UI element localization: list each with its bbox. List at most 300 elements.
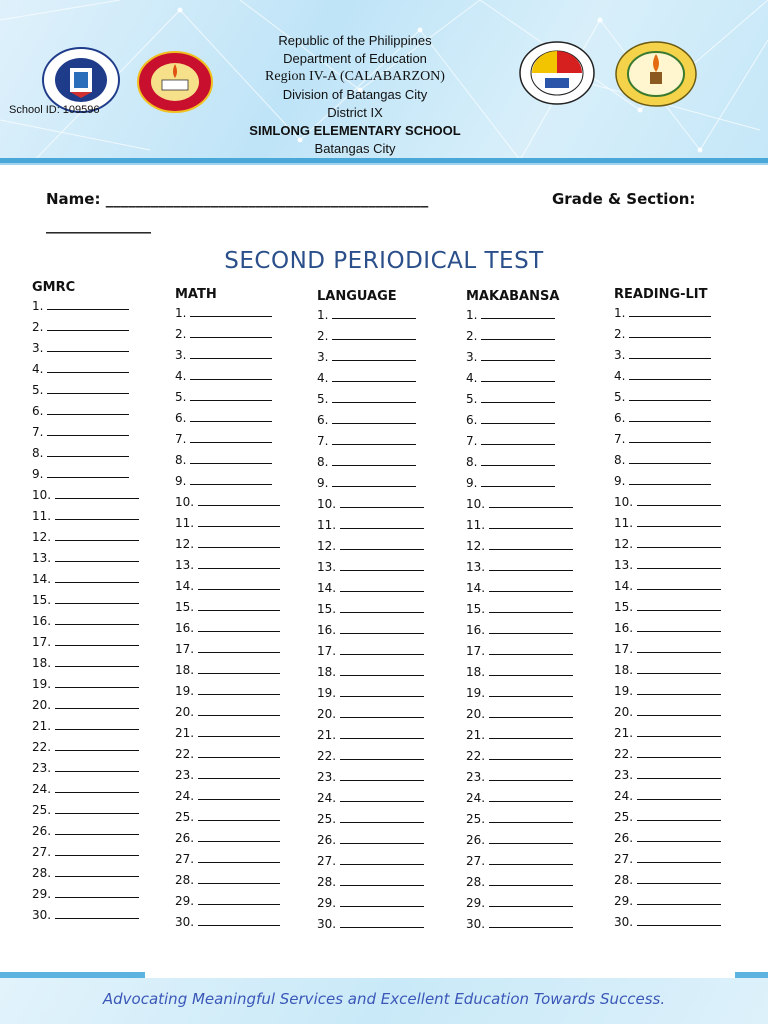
item-number: 4.: [317, 371, 329, 385]
item-number: 6.: [317, 413, 329, 427]
answer-blank[interactable]: [637, 911, 721, 926]
answer-item: [466, 766, 573, 787]
answer-item: [466, 346, 573, 367]
item-number: 30.: [317, 917, 337, 931]
item-number: 16.: [466, 623, 486, 637]
item-number: 1.: [466, 308, 478, 322]
answer-blank[interactable]: [198, 911, 280, 926]
answer-blank[interactable]: [332, 409, 416, 424]
answer-blank[interactable]: [340, 619, 424, 634]
answer-item: [466, 388, 573, 409]
item-number: 2.: [466, 329, 478, 343]
item-number: 5.: [317, 392, 329, 406]
answer-blank[interactable]: [332, 304, 416, 319]
answer-item: [466, 682, 573, 703]
answer-blank[interactable]: [637, 512, 721, 527]
item-number: 20.: [175, 705, 195, 719]
answer-blank[interactable]: [55, 757, 139, 772]
answer-blank[interactable]: [340, 514, 424, 529]
answer-item: [466, 787, 573, 808]
answer-blank[interactable]: [489, 682, 573, 697]
city-line: Batangas City: [314, 141, 396, 156]
item-number: 15.: [466, 602, 486, 616]
answer-blank[interactable]: [340, 535, 424, 550]
answer-blank[interactable]: [481, 325, 555, 340]
answer-blank[interactable]: [637, 533, 721, 548]
answer-blank[interactable]: [55, 820, 139, 835]
answer-blank[interactable]: [55, 631, 139, 646]
answer-blank[interactable]: [629, 302, 711, 317]
answer-blank[interactable]: [198, 554, 280, 569]
item-number: 25.: [317, 812, 337, 826]
item-number: 7.: [466, 434, 478, 448]
answer-blank[interactable]: [340, 682, 424, 697]
answer-blank[interactable]: [340, 493, 424, 508]
answer-item: [175, 512, 280, 533]
item-number: 13.: [466, 560, 486, 574]
answer-blank[interactable]: [489, 892, 573, 907]
answer-list: [466, 304, 573, 934]
answer-item: [32, 316, 139, 337]
answer-blank[interactable]: [190, 428, 272, 443]
answer-blank[interactable]: [481, 304, 555, 319]
answer-item: [175, 470, 280, 491]
answer-blank[interactable]: [340, 913, 424, 928]
answer-blank[interactable]: [55, 799, 139, 814]
school-name: SIMLONG ELEMENTARY SCHOOL: [249, 123, 461, 138]
answer-blank[interactable]: [55, 484, 139, 499]
answer-blank[interactable]: [198, 722, 280, 737]
answer-blank[interactable]: [637, 890, 721, 905]
item-number: 25.: [614, 810, 634, 824]
answer-item: [32, 694, 139, 715]
answer-item: [32, 778, 139, 799]
item-number: 14.: [317, 581, 337, 595]
answer-blank[interactable]: [481, 409, 555, 424]
item-number: 9.: [317, 476, 329, 490]
item-number: 12.: [466, 539, 486, 553]
answer-blank[interactable]: [340, 787, 424, 802]
item-number: 16.: [32, 614, 52, 628]
answer-blank[interactable]: [47, 316, 129, 331]
answer-item: [32, 421, 139, 442]
answer-item: [466, 808, 573, 829]
item-number: 10.: [614, 495, 634, 509]
item-number: 16.: [317, 623, 337, 637]
answer-item: [32, 400, 139, 421]
answer-blank[interactable]: [190, 449, 272, 464]
answer-blank[interactable]: [481, 472, 555, 487]
answer-item: [466, 535, 573, 556]
item-number: 15.: [32, 593, 52, 607]
item-number: 27.: [614, 852, 634, 866]
answer-blank[interactable]: [637, 848, 721, 863]
answer-blank[interactable]: [198, 806, 280, 821]
answer-blank[interactable]: [637, 785, 721, 800]
answer-blank[interactable]: [481, 346, 555, 361]
answer-item: [175, 806, 280, 827]
answer-blank[interactable]: [55, 568, 139, 583]
subject-heading: LANGUAGE: [317, 289, 397, 304]
answer-item: [32, 484, 139, 505]
item-number: 7.: [32, 425, 44, 439]
answer-item: [466, 892, 573, 913]
answer-item: [317, 472, 424, 493]
answer-blank[interactable]: [340, 892, 424, 907]
item-number: 20.: [317, 707, 337, 721]
answer-blank[interactable]: [340, 556, 424, 571]
answer-blank[interactable]: [489, 598, 573, 613]
answer-blank[interactable]: [47, 463, 129, 478]
answer-blank[interactable]: [489, 493, 573, 508]
answer-blank[interactable]: [198, 596, 280, 611]
answer-item: [175, 554, 280, 575]
answer-blank[interactable]: [340, 808, 424, 823]
answer-item: [175, 638, 280, 659]
answer-item: [614, 911, 721, 932]
answer-blank[interactable]: [190, 344, 272, 359]
answer-item: [32, 295, 139, 316]
answer-blank[interactable]: [47, 379, 129, 394]
answer-blank[interactable]: [340, 766, 424, 781]
answer-blank[interactable]: [198, 512, 280, 527]
answer-blank[interactable]: [55, 736, 139, 751]
subject-heading: GMRC: [32, 280, 76, 295]
answer-item: [32, 736, 139, 757]
item-number: 28.: [175, 873, 195, 887]
answer-blank[interactable]: [489, 640, 573, 655]
answer-blank[interactable]: [340, 703, 424, 718]
item-number: 5.: [466, 392, 478, 406]
answer-item: [175, 365, 280, 386]
answer-blank[interactable]: [198, 827, 280, 842]
answer-blank[interactable]: [489, 913, 573, 928]
answer-item: [614, 386, 721, 407]
answer-item: [32, 820, 139, 841]
item-number: 17.: [614, 642, 634, 656]
answer-blank[interactable]: [637, 617, 721, 632]
region-line: Region IV-A (CALABARZON): [265, 69, 445, 84]
answer-blank[interactable]: [489, 661, 573, 676]
subject-column-language: [317, 289, 424, 934]
answer-blank[interactable]: [190, 302, 272, 317]
answer-blank[interactable]: [489, 808, 573, 823]
subject-column-math: [175, 287, 280, 932]
answer-blank[interactable]: [637, 596, 721, 611]
answer-blank[interactable]: [340, 661, 424, 676]
answer-item: [614, 344, 721, 365]
answer-list: [175, 302, 280, 932]
answer-item: [32, 442, 139, 463]
answer-blank[interactable]: [55, 841, 139, 856]
answer-blank[interactable]: [481, 388, 555, 403]
answer-blank[interactable]: [198, 659, 280, 674]
answer-item: [317, 871, 424, 892]
answer-item: [175, 680, 280, 701]
answer-item: [466, 304, 573, 325]
item-number: 28.: [317, 875, 337, 889]
answer-blank[interactable]: [55, 652, 139, 667]
answer-item: [317, 346, 424, 367]
answer-blank[interactable]: [637, 743, 721, 758]
answer-item: [32, 757, 139, 778]
answer-blank[interactable]: [198, 890, 280, 905]
answer-blank[interactable]: [489, 514, 573, 529]
answer-item: [317, 850, 424, 871]
answer-item: [317, 682, 424, 703]
item-number: 24.: [466, 791, 486, 805]
answer-blank[interactable]: [489, 787, 573, 802]
item-number: 11.: [466, 518, 486, 532]
answer-blank[interactable]: [340, 871, 424, 886]
answer-blank[interactable]: [55, 547, 139, 562]
item-number: 9.: [175, 474, 187, 488]
item-number: 22.: [32, 740, 52, 754]
item-number: 26.: [466, 833, 486, 847]
answer-blank[interactable]: [340, 598, 424, 613]
item-number: 3.: [32, 341, 44, 355]
answer-blank[interactable]: [55, 589, 139, 604]
answer-blank[interactable]: [489, 871, 573, 886]
answer-blank[interactable]: [332, 430, 416, 445]
answer-blank[interactable]: [55, 694, 139, 709]
item-number: 20.: [614, 705, 634, 719]
item-number: 7.: [614, 432, 626, 446]
answer-blank[interactable]: [55, 904, 139, 919]
answer-blank[interactable]: [489, 850, 573, 865]
answer-item: [32, 715, 139, 736]
item-number: 17.: [466, 644, 486, 658]
answer-blank[interactable]: [198, 701, 280, 716]
answer-blank[interactable]: [637, 764, 721, 779]
item-number: 18.: [32, 656, 52, 670]
item-number: 4.: [466, 371, 478, 385]
answer-blank[interactable]: [489, 535, 573, 550]
answer-item: [32, 568, 139, 589]
answer-blank[interactable]: [637, 491, 721, 506]
answer-item: [175, 617, 280, 638]
answer-blank[interactable]: [629, 323, 711, 338]
answer-blank[interactable]: [481, 451, 555, 466]
answer-item: [466, 724, 573, 745]
item-number: 9.: [466, 476, 478, 490]
answer-blank[interactable]: [198, 743, 280, 758]
answer-blank[interactable]: [481, 367, 555, 382]
school-seal-logo: [614, 40, 698, 108]
answer-blank[interactable]: [190, 386, 272, 401]
item-number: 1.: [32, 299, 44, 313]
answer-blank[interactable]: [198, 533, 280, 548]
answer-blank[interactable]: [629, 428, 711, 443]
answer-blank[interactable]: [198, 848, 280, 863]
subject-column-reading-lit: [614, 287, 721, 932]
item-number: 6.: [32, 404, 44, 418]
item-number: 24.: [32, 782, 52, 796]
answer-blank[interactable]: [55, 505, 139, 520]
answer-blank[interactable]: [47, 337, 129, 352]
answer-item: [466, 556, 573, 577]
item-number: 23.: [32, 761, 52, 775]
answer-blank[interactable]: [190, 365, 272, 380]
answer-blank[interactable]: [637, 638, 721, 653]
answer-blank[interactable]: [47, 295, 129, 310]
item-number: 13.: [175, 558, 195, 572]
item-number: 1.: [175, 306, 187, 320]
item-number: 15.: [175, 600, 195, 614]
item-number: 23.: [175, 768, 195, 782]
answer-blank[interactable]: [47, 400, 129, 415]
answer-blank[interactable]: [47, 358, 129, 373]
answer-blank[interactable]: [332, 367, 416, 382]
answer-item: [317, 304, 424, 325]
item-number: 8.: [32, 446, 44, 460]
answer-item: [32, 526, 139, 547]
answer-blank[interactable]: [637, 575, 721, 590]
answer-item: [317, 892, 424, 913]
answer-blank[interactable]: [629, 386, 711, 401]
answer-blank[interactable]: [55, 526, 139, 541]
answer-blank[interactable]: [637, 554, 721, 569]
item-number: 2.: [614, 327, 626, 341]
answer-item: [175, 701, 280, 722]
answer-blank[interactable]: [55, 778, 139, 793]
answer-blank[interactable]: [637, 827, 721, 842]
answer-blank[interactable]: [637, 701, 721, 716]
answer-item: [614, 764, 721, 785]
item-number: 13.: [317, 560, 337, 574]
answer-item: [614, 659, 721, 680]
answer-blank[interactable]: [198, 680, 280, 695]
item-number: 19.: [614, 684, 634, 698]
answer-blank[interactable]: [489, 745, 573, 760]
answer-blank[interactable]: [637, 722, 721, 737]
answer-blank[interactable]: [332, 451, 416, 466]
item-number: 15.: [317, 602, 337, 616]
division-line: Division of Batangas City: [282, 87, 428, 102]
answer-blank[interactable]: [190, 407, 272, 422]
answer-item: [317, 451, 424, 472]
answer-blank[interactable]: [198, 638, 280, 653]
answer-blank[interactable]: [489, 829, 573, 844]
answer-blank[interactable]: [55, 715, 139, 730]
answer-blank[interactable]: [489, 724, 573, 739]
item-number: 8.: [466, 455, 478, 469]
answer-blank[interactable]: [55, 862, 139, 877]
answer-blank[interactable]: [489, 619, 573, 634]
answer-blank[interactable]: [481, 430, 555, 445]
answer-blank[interactable]: [332, 388, 416, 403]
answer-blank[interactable]: [629, 470, 711, 485]
answer-item: [614, 302, 721, 323]
answer-blank[interactable]: [340, 724, 424, 739]
item-number: 29.: [32, 887, 52, 901]
item-number: 3.: [614, 348, 626, 362]
answer-item: [614, 617, 721, 638]
grade-section-label: Grade & Section:: [552, 190, 696, 208]
answer-blank[interactable]: [332, 346, 416, 361]
item-number: 5.: [175, 390, 187, 404]
answer-list: [32, 295, 139, 925]
answer-blank[interactable]: [332, 325, 416, 340]
answer-item: [175, 722, 280, 743]
answer-item: [614, 365, 721, 386]
answer-blank[interactable]: [47, 442, 129, 457]
grade-section-blank[interactable]: ______________: [46, 216, 151, 234]
item-number: 27.: [175, 852, 195, 866]
answer-blank[interactable]: [47, 421, 129, 436]
answer-blank[interactable]: [629, 344, 711, 359]
answer-blank[interactable]: [340, 577, 424, 592]
answer-blank[interactable]: [198, 491, 280, 506]
answer-blank[interactable]: [637, 869, 721, 884]
answer-blank[interactable]: [198, 869, 280, 884]
answer-blank[interactable]: [340, 829, 424, 844]
answer-blank[interactable]: [55, 673, 139, 688]
answer-blank[interactable]: [340, 745, 424, 760]
answer-blank[interactable]: [190, 470, 272, 485]
item-number: 4.: [175, 369, 187, 383]
answer-item: [466, 829, 573, 850]
letterhead: [0, 0, 768, 165]
answer-item: [466, 640, 573, 661]
answer-blank[interactable]: [332, 472, 416, 487]
answer-blank[interactable]: [340, 850, 424, 865]
answer-blank[interactable]: [637, 806, 721, 821]
answer-item: [614, 722, 721, 743]
answer-item: [614, 575, 721, 596]
answer-blank[interactable]: [55, 610, 139, 625]
item-number: 10.: [175, 495, 195, 509]
answer-blank[interactable]: [198, 785, 280, 800]
subject-column-gmrc: [32, 280, 139, 925]
item-number: 14.: [175, 579, 195, 593]
name-field-label[interactable]: Name: ___________________________________________: [46, 190, 429, 208]
answer-item: [466, 745, 573, 766]
answer-blank[interactable]: [489, 766, 573, 781]
answer-item: [466, 598, 573, 619]
item-number: 9.: [614, 474, 626, 488]
answer-item: [175, 386, 280, 407]
answer-blank[interactable]: [489, 556, 573, 571]
item-number: 4.: [614, 369, 626, 383]
answer-blank[interactable]: [629, 407, 711, 422]
answer-item: [614, 470, 721, 491]
item-number: 11.: [32, 509, 52, 523]
answer-blank[interactable]: [190, 323, 272, 338]
answer-blank[interactable]: [340, 640, 424, 655]
answer-blank[interactable]: [55, 883, 139, 898]
answer-blank[interactable]: [198, 617, 280, 632]
item-number: 30.: [32, 908, 52, 922]
answer-item: [614, 533, 721, 554]
answer-item: [317, 556, 424, 577]
item-number: 16.: [175, 621, 195, 635]
item-number: 4.: [32, 362, 44, 376]
district-line: District IX: [327, 105, 383, 120]
answer-blank[interactable]: [629, 449, 711, 464]
answer-blank[interactable]: [629, 365, 711, 380]
answer-blank[interactable]: [489, 703, 573, 718]
item-number: 8.: [614, 453, 626, 467]
answer-item: [317, 325, 424, 346]
answer-blank[interactable]: [637, 680, 721, 695]
answer-blank[interactable]: [198, 575, 280, 590]
item-number: 12.: [317, 539, 337, 553]
answer-blank[interactable]: [637, 659, 721, 674]
answer-blank[interactable]: [489, 577, 573, 592]
answer-blank[interactable]: [198, 764, 280, 779]
item-number: 7.: [175, 432, 187, 446]
